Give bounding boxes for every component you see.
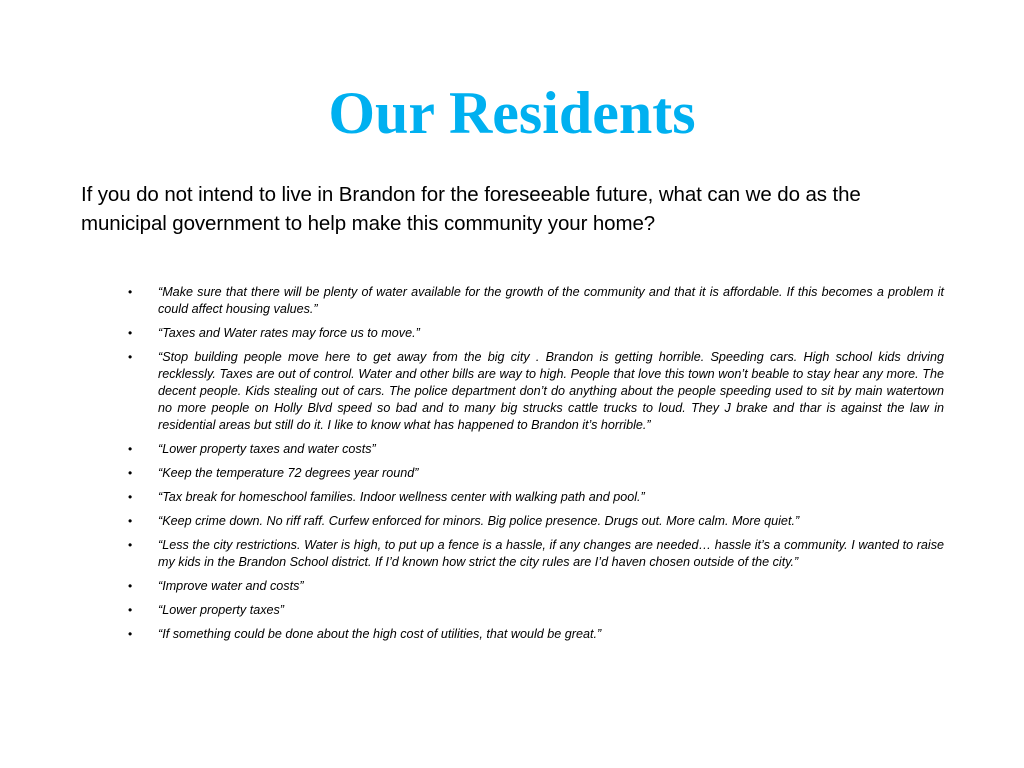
response-text: “Lower property taxes” [158,603,284,617]
list-item [128,441,944,458]
response-text: “Stop building people move here to get away from the big city . Brandon is getting horrible. Speeding cars. High school kids driving recklessly. Taxes are out of control. Water and other bills are way to high. People that love this town won’t beable to stay hear any more. The decent people. Kids stealing out of cars. The police department don’t do anything about the people speeding used to sit by main watertown no more people on Holly Blvd speed so bad and to many big strucks cattle trucks to loud. They J brake and thar is against the law in residential areas but still do it. I like to know what has happened to Brandon it’s horrible.” [158,350,944,432]
list-item [128,325,944,342]
bullet-icon: • [128,603,133,617]
response-list [128,284,944,650]
list-item [128,349,944,434]
bullet-icon: • [128,538,133,552]
list-item [128,602,944,619]
bullet-icon: • [128,285,133,299]
response-text: “If something could be done about the high cost of utilities, that would be great.” [158,627,602,641]
list-item [128,513,944,530]
bullet-icon: • [128,442,133,456]
response-text: “Less the city restrictions. Water is high, to put up a fence is a hassle, if any changes are needed… hassle it’s a community. I wanted to raise my kids in the Brandon School district. If I’d known how strict the city rules are I’d haven chosen outside of the city.” [158,538,944,569]
bullet-icon: • [128,514,133,528]
survey-question: If you do not intend to live in Brandon for the foreseeable future, what can we do as the municipal government to help make this community your home? [81,183,861,235]
list-item [128,284,944,318]
list-item [128,465,944,482]
response-text: “Tax break for homeschool families. Indoor wellness center with walking path and pool.” [158,490,645,504]
bullet-icon: • [128,627,133,641]
bullet-icon: • [128,579,133,593]
response-text: “Keep the temperature 72 degrees year round” [158,466,419,480]
response-text: “Taxes and Water rates may force us to move.” [158,326,420,340]
list-item [128,489,944,506]
bullet-icon: • [128,490,133,504]
bullet-icon: • [128,326,133,340]
response-text: “Lower property taxes and water costs” [158,442,376,456]
response-text: “Improve water and costs” [158,579,304,593]
bullet-icon: • [128,350,133,364]
response-text: “Make sure that there will be plenty of water available for the growth of the community and that it is affordable. If this becomes a problem it could affect housing values.” [158,285,944,316]
response-text: “Keep crime down. No riff raff. Curfew enforced for minors. Big police presence. Drugs out. More calm. More quiet.” [158,514,800,528]
list-item [128,537,944,571]
list-item [128,626,944,643]
slide-title: Our Residents [328,80,696,146]
bullet-icon: • [128,466,133,480]
list-item [128,578,944,595]
